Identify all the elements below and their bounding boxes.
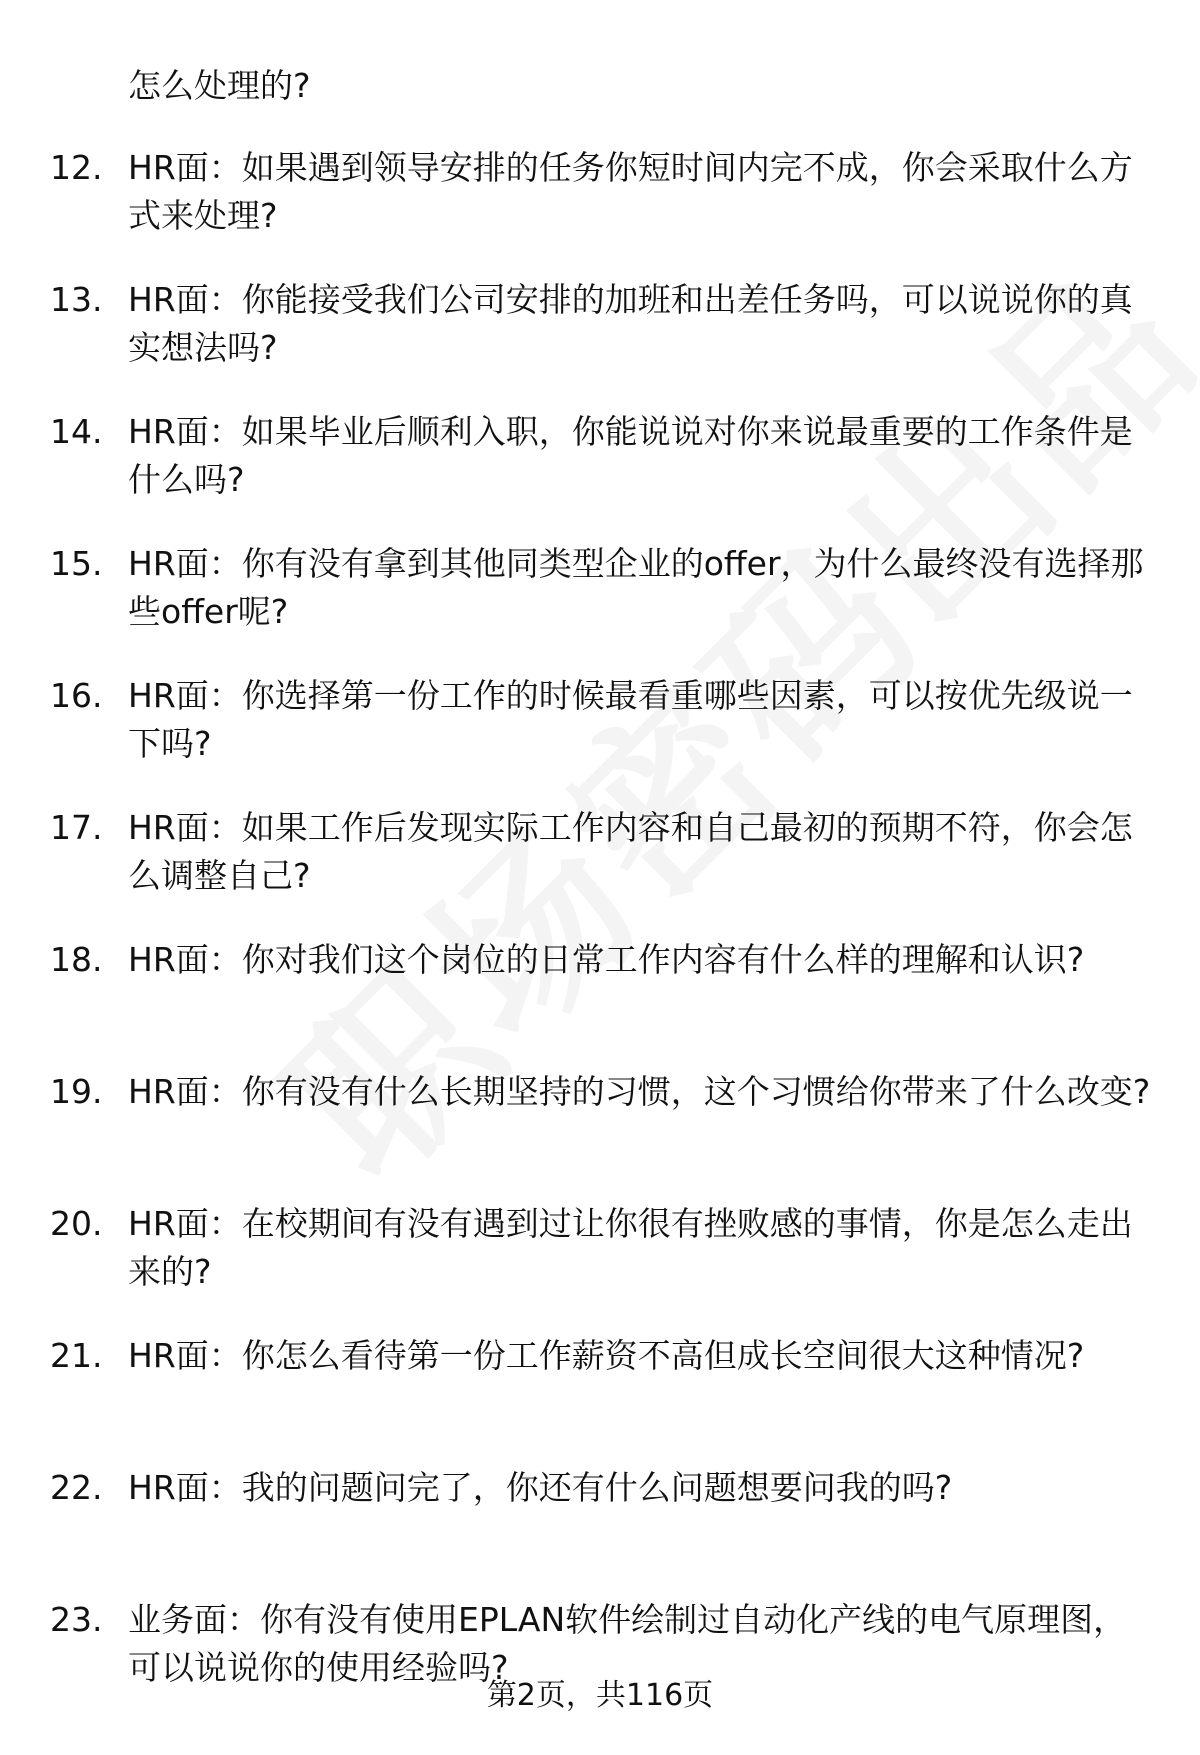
question-text: HR面：你怎么看待第一份工作薪资不高但成长空间很大这种情况? [128, 1336, 1085, 1375]
question-number: 16. [50, 676, 103, 715]
question-number: 15. [50, 544, 103, 583]
question-text: HR面：如果工作后发现实际工作内容和自己最初的预期不符，你会怎么调整自己? [128, 808, 1133, 895]
list-item [0, 408, 1200, 540]
question-text: HR面：如果遇到领导安排的任务你短时间内完不成，你会采取什么方式来处理? [128, 148, 1133, 235]
question-text: HR面：你能接受我们公司安排的加班和出差任务吗，可以说说你的真实想法吗? [128, 280, 1133, 367]
list-item [0, 1200, 1200, 1332]
question-number: 19. [50, 1072, 103, 1111]
question-number: 18. [50, 940, 103, 979]
question-text: HR面：你有没有什么长期坚持的习惯，这个习惯给你带来了什么改变? [128, 1072, 1151, 1111]
list-item [0, 144, 1200, 276]
list-item [0, 804, 1200, 936]
question-number: 20. [50, 1204, 103, 1243]
question-number: 21. [50, 1336, 103, 1375]
question-number: 12. [50, 148, 103, 187]
list-item [0, 540, 1200, 672]
question-text: 业务面：你有没有使用EPLAN软件绘制过自动化产线的电气原理图，可以说说你的使用经验吗? [128, 1600, 1127, 1687]
question-continuation: 怎么处理的? [128, 66, 311, 105]
question-text: HR面：我的问题问完了，你还有什么问题想要问我的吗? [128, 1468, 953, 1507]
list-item [0, 936, 1200, 1068]
question-text: HR面：你选择第一份工作的时候最看重哪些因素，可以按优先级说一下吗? [128, 676, 1133, 763]
question-text: HR面：你有没有拿到其他同类型企业的offer，为什么最终没有选择那些offer呢? [128, 544, 1144, 631]
question-number: 22. [50, 1468, 103, 1507]
question-list [0, 144, 1200, 1728]
question-number: 17. [50, 808, 103, 847]
question-text: HR面：如果毕业后顺利入职，你能说说对你来说最重要的工作条件是什么吗? [128, 412, 1133, 499]
page-footer: 第2页，共116页 [486, 1678, 714, 1713]
question-text: HR面：你对我们这个岗位的日常工作内容有什么样的理解和认识? [128, 940, 1085, 979]
list-item [0, 1332, 1200, 1464]
question-number: 13. [50, 280, 103, 319]
list-item [0, 1464, 1200, 1596]
list-item [0, 1068, 1200, 1200]
question-number: 23. [50, 1600, 103, 1639]
question-text: HR面：在校期间有没有遇到过让你很有挫败感的事情，你是怎么走出来的? [128, 1204, 1133, 1291]
question-number: 14. [50, 412, 103, 451]
list-item [0, 276, 1200, 408]
list-item [0, 672, 1200, 804]
